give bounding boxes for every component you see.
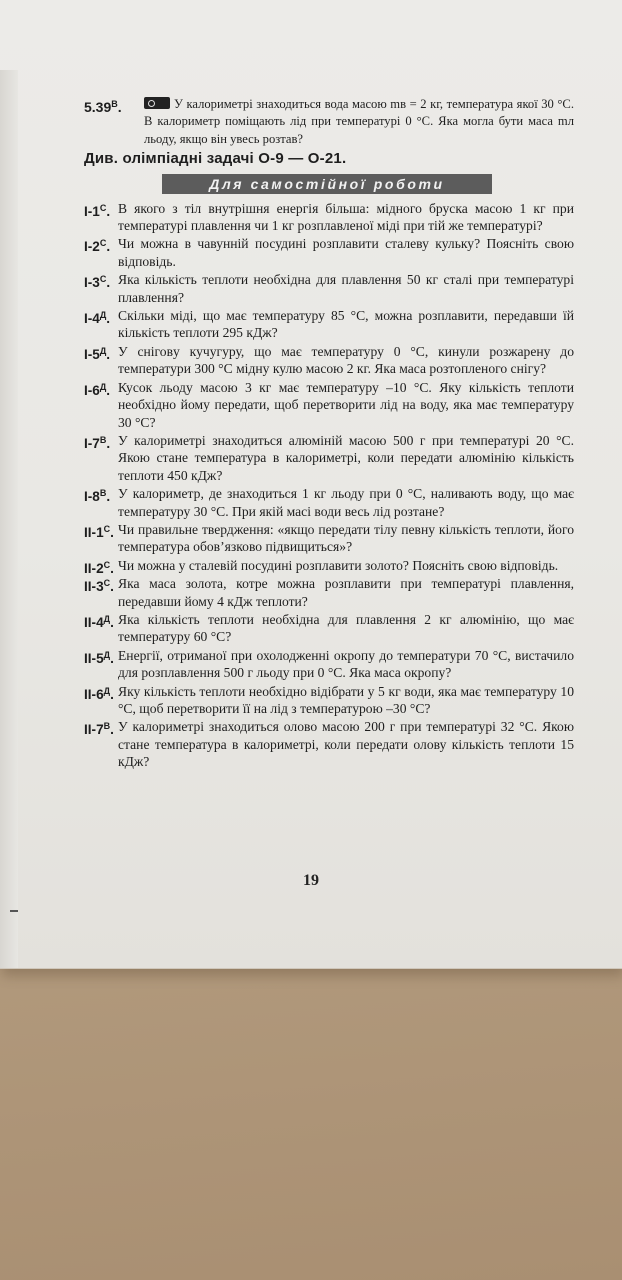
problem-number: $ІІ-1^С$. [84,523,114,540]
problem-text: У калориметрі знаходиться вода масою mв = 2 кг, температура якої 30 °С. В калориметр поміщають лід при температурі 0 °С. Яка могла бути маса mл льоду, якщо він увесь розтав? [144,97,574,146]
problem-text: Скільки міді, що має температуру 85 °С, можна розплавити, передавши їй кількість теплоти 295 кДж? [118,308,574,341]
problem-item [84,307,574,342]
problem-item [84,647,574,682]
problem-item [84,432,574,484]
problem-text: У калориметр, де знаходиться 1 кг льоду при 0 °С, наливають воду, що має температуру 30 °С. При якій масі води весь лід розтане? [118,486,574,519]
key-icon [144,97,170,109]
problem-item [84,575,574,610]
page-number: 19 [303,872,319,889]
problem-item [84,343,574,378]
problem-text: Чи правильне твердження: «якщо передати тілу певну кількість теплоти, його температура обов’язково підвищиться»? [118,521,574,555]
problem-item [84,485,574,520]
problem-text: В якого з тіл внутрішня енергія більша: мідного бруска масою 1 кг при температурі плавлення чи 1 кг розплавленої міді при тій же температурі? [118,200,574,234]
problem-number: $І-5^Д$. [84,345,111,362]
problem-text: Енергії, отриманої при охолодженні окропу до температури 70 °С, вистачило для розплавлення 500 г льоду при 0 °С. Яка маса окропу? [118,647,574,681]
problem-number: $І-8^В$. [84,488,111,505]
page-content [84,96,574,772]
problem-text: Чи можна у сталевій посудині розплавити золото? Поясніть свою відповідь. [118,557,559,573]
problem-5-39 [84,96,574,148]
problem-item [84,271,574,306]
problem-number: $ІІ-6^Д$. [84,685,114,702]
problem-number: $ІІ-3^С$. [84,578,114,595]
problem-item [84,611,574,646]
problem-number: $ІІ-2^С$. [84,559,114,576]
problem-number: $І-6^Д$. [84,381,111,398]
problem-number: $ІІ-7^В$. [84,721,114,738]
problem-item [84,683,574,718]
problem-item [84,379,574,431]
problem-number: $ІІ-4^Д$. [84,613,114,630]
problem-text: Яку кількість теплоти необхідно відібрати у 5 кг води, яка має температуру 10 °С, щоб перетворити її на лід з температурою –30 °С? [118,683,574,716]
section-title-banner: Для самостійної роботи [162,174,492,194]
problem-item [84,521,574,556]
problem-text: Яка маса золота, котре можна розплавити при температурі плавлення, передавши йому 4 кДж теплоти? [118,576,574,609]
problem-number: $І-4^Д$. [84,310,111,327]
problem-text: Яка кількість теплоти необхідна для плавлення 50 кг сталі при температурі плавлення? [118,272,574,305]
problem-item [84,235,574,270]
margin-mark [10,910,18,912]
problem-text: У калориметрі знаходиться алюміній масою 500 г при температурі 20 °С. Якою стане температура в калориметрі, коли передати алюмінію кількість теплоти 450 кДж? [118,432,574,483]
problem-item [84,200,574,235]
problem-text: Чи можна в чавунній посудині розплавити сталеву кульку? Поясніть свою відповідь. [118,236,574,269]
problem-number: $І-2^С$. [84,238,111,255]
problem-text: У калориметрі знаходиться олово масою 200 г при температурі 32 °С. Якою стане температура в калориметрі, коли передати олову кількість теплоти 15 кДж? [118,719,574,770]
problem-number: $І-3^С$. [84,274,111,291]
problem-item [84,718,574,770]
problem-text: У сніговy кучугуру, що має температуру 0 °С, кинули розжарену до температури 300 °С мідну кулю масою 2 кг. Яка маса розтопленого снігу? [118,343,574,377]
problem-list [84,200,574,771]
problem-text: Яка кількість теплоти необхідна для плавлення 2 кг алюмінію, що має температуру 60 °С? [118,611,574,645]
problem-number: $І-7^В$. [84,434,111,451]
problem-text: Кусок льоду масою 3 кг має температуру –10 °С. Яку кількість теплоти необхідно йому передати, щоб перетворити лід на воду, яка має температуру 30 °С? [118,379,574,430]
problem-number: $І-1^С$. [84,202,111,219]
problem-item [84,557,574,574]
page-edge [0,70,18,968]
problem-number: $ІІ-5^Д$. [84,649,114,666]
olympiad-reference: Див. олімпіадні задачі О-9 — О-21. [84,150,347,168]
problem-number: $5.39^В$. [84,99,122,115]
